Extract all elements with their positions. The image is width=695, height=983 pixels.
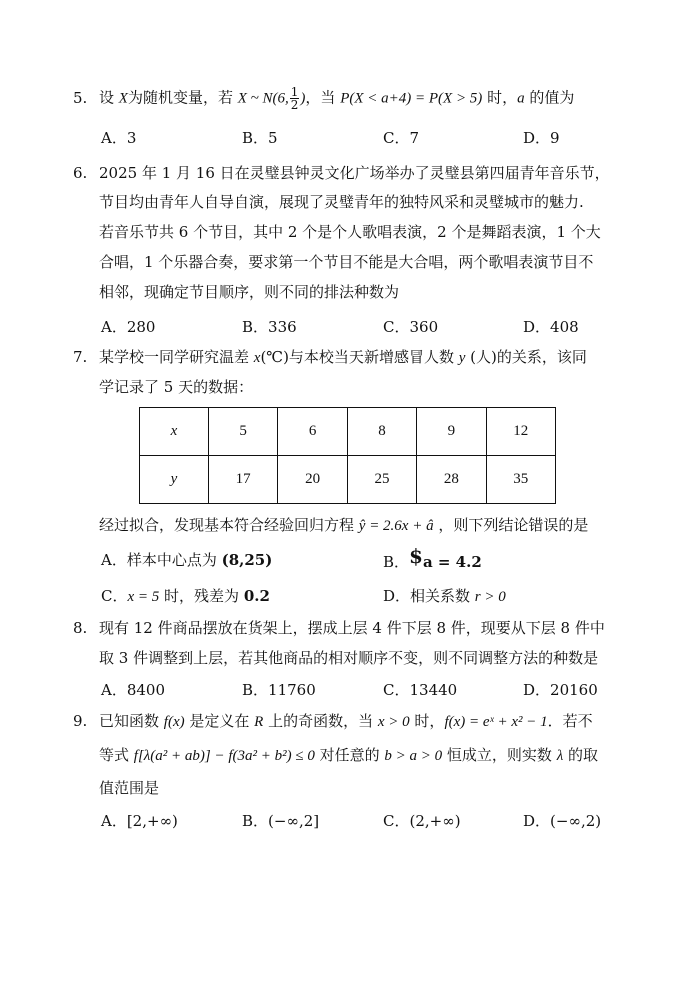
q5-options — [101, 128, 621, 148]
q8-option-d[interactable]: D．20160 — [523, 681, 598, 699]
q5-text: 的值为 — [524, 88, 575, 107]
q7-option-d[interactable] — [383, 586, 506, 607]
table-cell: 6 — [278, 408, 347, 456]
q5-text: 为随机变量，若 — [127, 88, 238, 107]
q5-distribution-close: ) — [300, 90, 306, 107]
q5-option-b[interactable]: B．5 — [242, 129, 278, 147]
q6-line-5: 相邻，现确定节目顺序，则不同的排法种数为 — [99, 283, 400, 301]
q5-condition: P(X < a+4) = P(X > 5) — [340, 90, 483, 107]
q9-line-3: 值范围是 — [99, 779, 160, 797]
q7-option-d-eq: r > 0 — [474, 589, 506, 605]
q6-option-c[interactable]: C．360 — [383, 318, 439, 336]
q9-text: 恒成立，则实数 — [442, 746, 557, 764]
q7-option-c-label: C． — [101, 587, 128, 605]
q7-text: (人)的关系，该同 — [465, 348, 587, 366]
q9-option-b[interactable]: B．(−∞,2] — [242, 812, 320, 830]
q7-equation: ŷ = 2.6x + â — [358, 518, 434, 534]
q9-text: 等式 — [99, 746, 134, 764]
q9-lambda: λ — [556, 748, 564, 764]
q9-domain: R — [254, 714, 264, 730]
q5-var-a: a — [517, 90, 525, 107]
q9-range: b > a > 0 — [384, 748, 443, 764]
table-cell: 25 — [347, 456, 416, 504]
q9-fx: f(x) — [163, 714, 185, 730]
q9-options — [101, 811, 621, 831]
q6-options — [101, 317, 621, 337]
q5-text: 时， — [482, 88, 518, 107]
q5-option-c[interactable]: C．7 — [383, 129, 420, 147]
q6-line-4: 合唱，1 个乐器合奏，要求第一个节目不能是大合唱，两个歌唱表演节目不 — [99, 253, 594, 271]
q8-option-b[interactable]: B．11760 — [242, 681, 316, 699]
q5-option-a[interactable]: A．3 — [101, 129, 137, 147]
q7-line-3 — [99, 515, 588, 536]
table-row — [140, 408, 556, 456]
table-cell: 5 — [208, 408, 277, 456]
q7-option-a[interactable] — [101, 550, 272, 570]
table-cell: 28 — [417, 456, 486, 504]
table-header-x: x — [140, 408, 209, 456]
q5-fraction — [290, 86, 300, 111]
q5-text: ，当 — [305, 88, 341, 107]
table-row — [140, 456, 556, 504]
q7-option-a-value: (8,25) — [221, 551, 273, 569]
q9-text: 上的奇函数，当 — [263, 712, 378, 730]
q9-inequality: f[λ(a² + ab)] − f(3a² + b²) ≤ 0 — [133, 748, 315, 764]
q6-line-1 — [73, 163, 610, 183]
table-cell: 17 — [208, 456, 277, 504]
q5-stem — [73, 86, 574, 111]
q9-line-2 — [99, 745, 598, 766]
q5-option-d[interactable]: D．9 — [523, 129, 560, 147]
q9-text: 对任意的 — [314, 746, 385, 764]
q9-text: 已知函数 — [99, 712, 164, 730]
q9-text: 是定义在 — [184, 712, 255, 730]
q5-fraction-num: 1 — [290, 85, 299, 99]
q7-option-b-value: a = 4.2 — [422, 553, 482, 571]
q7-text: 经过拟合，发现基本符合经验回归方程 — [99, 516, 359, 534]
q6-text: 2025 年 1 月 16 日在灵璧县钟灵文化广场举办了灵璧县第四届青年音乐节， — [99, 164, 610, 182]
q7-var-x: x — [253, 350, 261, 366]
q7-options-row-2 — [101, 586, 621, 606]
q7-option-d-label: D．相关系数 — [383, 587, 475, 605]
q8-option-c[interactable]: C．13440 — [383, 681, 458, 699]
q5-text: 设 — [99, 88, 119, 107]
table-cell: 12 — [486, 408, 555, 456]
q8-option-a[interactable]: A．8400 — [101, 681, 166, 699]
q6-number: 6. — [73, 164, 88, 182]
q9-text: 时， — [409, 712, 445, 730]
q7-option-c[interactable] — [101, 586, 270, 607]
q8-text: 现有 12 件商品摆放在货架上，摆成上层 4 件下层 8 件，现要从下层 8 件中 — [99, 619, 605, 637]
q7-text: (℃)与本校当天新增感冒人数 — [260, 348, 459, 366]
q9-condition: x > 0 — [377, 714, 410, 730]
q8-options — [101, 680, 621, 700]
q6-option-b[interactable]: B．336 — [242, 318, 297, 336]
q6-line-3: 若音乐节共 6 个节目，其中 2 个是个人歌唱表演，2 个是舞蹈表演，1 个大 — [99, 223, 601, 241]
q7-line-2: 学记录了 5 天的数据： — [99, 378, 254, 396]
table-cell: 8 — [347, 408, 416, 456]
q7-option-b-glyph: $ — [409, 544, 423, 568]
table-cell: 35 — [486, 456, 555, 504]
q7-option-c-text: 时，残差为 — [159, 587, 244, 605]
q5-var-x: X — [118, 90, 128, 107]
q6-option-a[interactable]: A．280 — [101, 318, 156, 336]
table-cell: 9 — [417, 408, 486, 456]
q7-text: ，则下列结论错误的是 — [433, 516, 589, 534]
table-cell: 20 — [278, 456, 347, 504]
q7-option-a-label: A．样本中心点为 — [101, 551, 222, 569]
q7-line-1 — [73, 347, 587, 368]
q9-definition: f(x) = eˣ + x² − 1 — [444, 714, 548, 730]
q5-fraction-den: 2 — [290, 98, 299, 112]
q6-option-d[interactable]: D．408 — [523, 318, 579, 336]
q7-data-table — [139, 407, 556, 504]
q9-option-a[interactable]: A．[2,+∞) — [101, 812, 178, 830]
q9-option-d[interactable]: D．(−∞,2) — [523, 812, 602, 830]
q9-number: 9. — [73, 712, 88, 730]
q9-option-c[interactable]: C．(2,+∞) — [383, 812, 461, 830]
q7-text: 某学校一同学研究温差 — [99, 348, 254, 366]
q7-options-row-1 — [101, 544, 621, 571]
q7-option-b-label: B． — [383, 553, 410, 571]
q7-option-b[interactable] — [383, 544, 482, 572]
q9-line-1 — [73, 711, 593, 732]
table-header-y: y — [140, 456, 209, 504]
q9-text: ．若不 — [547, 712, 593, 730]
q8-line-1 — [73, 618, 605, 638]
q5-number: 5. — [73, 88, 88, 107]
q8-line-2: 取 3 件调整到上层，若其他商品的相对顺序不变，则不同调整方法的种数是 — [99, 649, 599, 667]
q7-number: 7. — [73, 348, 88, 366]
q7-option-c-eq: x = 5 — [127, 589, 160, 605]
q6-line-2: 节目均由青年人自导自演，展现了灵璧青年的独特风采和灵璧城市的魅力. — [99, 193, 584, 211]
q8-number: 8. — [73, 619, 88, 637]
q7-var-y: y — [458, 350, 466, 366]
q7-option-c-value: 0.2 — [243, 587, 270, 605]
q5-distribution: X ~ N(6, — [237, 90, 289, 107]
q9-text: 的取 — [563, 746, 598, 764]
